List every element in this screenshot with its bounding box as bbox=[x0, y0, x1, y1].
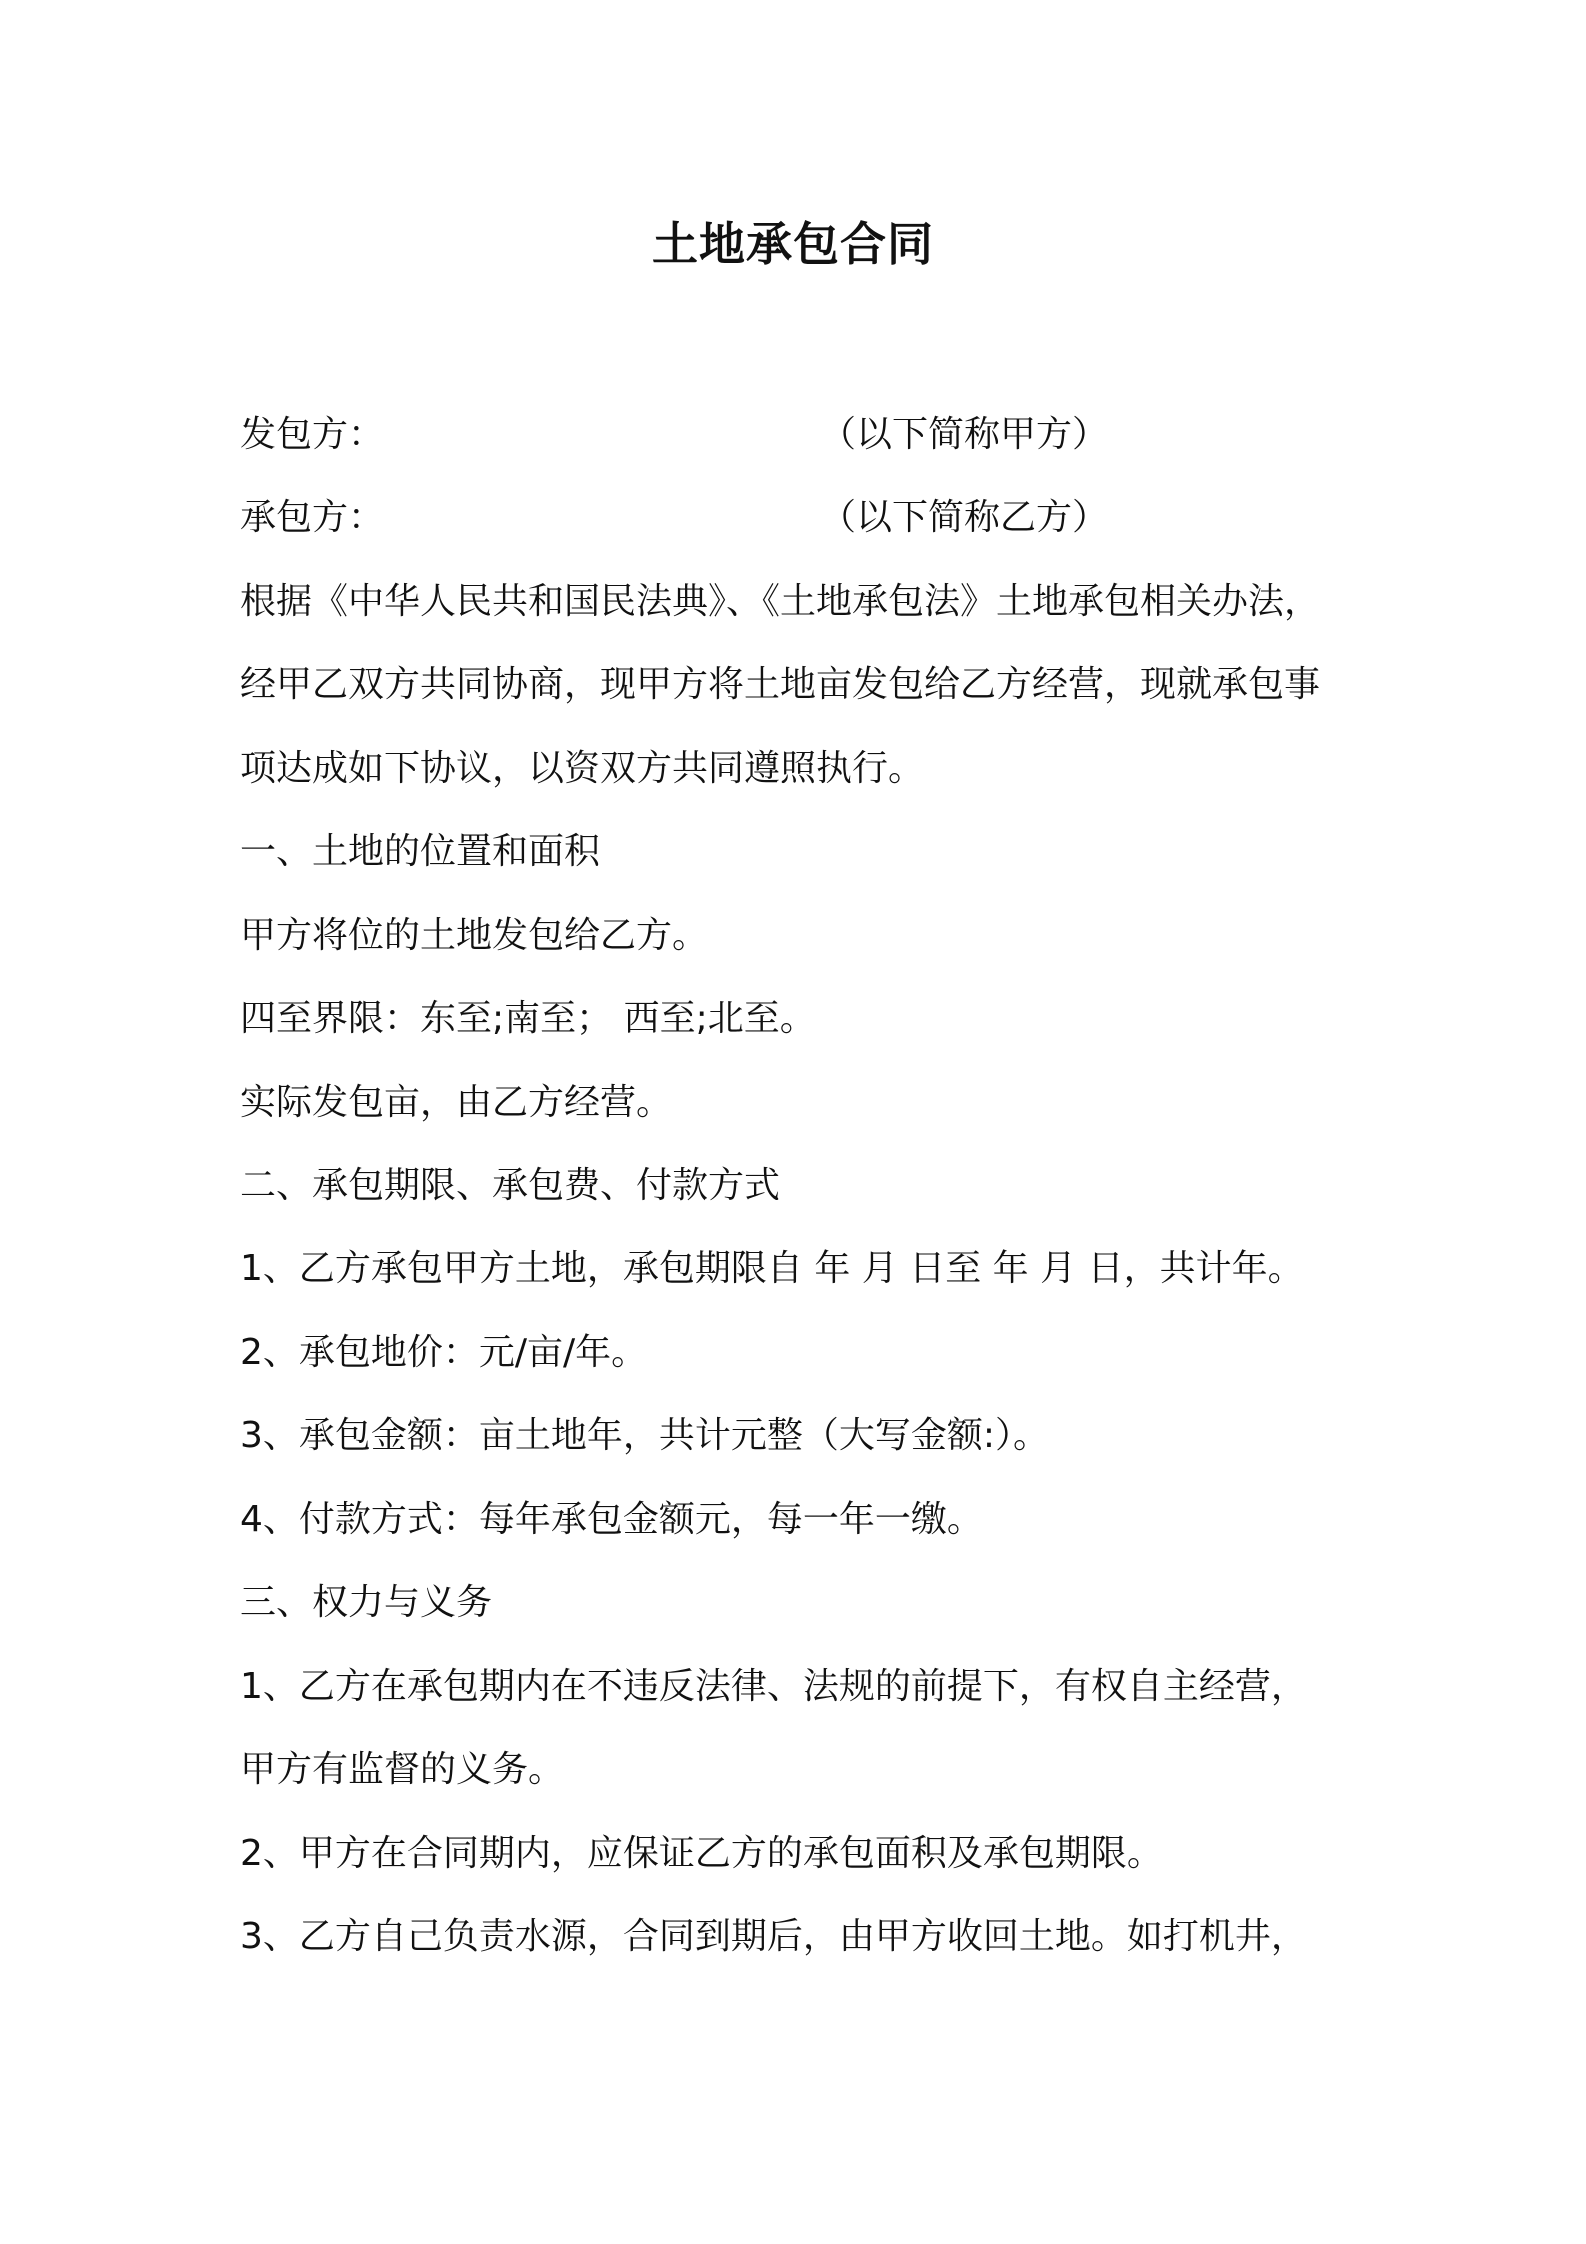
clause-text: 2、甲方在合同期内，应保证乙方的承包面积及承包期限。 bbox=[240, 1833, 1163, 1874]
clause-text: 3、乙方自己负责水源，合同到期后，由甲方收回土地。如打机井， bbox=[240, 1916, 1307, 1957]
clause-text: 甲方有监督的义务。 bbox=[240, 1749, 565, 1790]
intro-paragraph-line: 经甲乙双方共同协商，现甲方将土地亩发包给乙方经营，现就承包事 bbox=[240, 664, 1321, 705]
contractor-note: （以下简称乙方） bbox=[820, 497, 1109, 538]
clause-text: 1、乙方在承包期内在不违反法律、法规的前提下，有权自主经营， bbox=[240, 1666, 1307, 1707]
clause-text: 2、承包地价：元/亩/年。 bbox=[240, 1332, 648, 1373]
section-heading-term-fee: 二、承包期限、承包费、付款方式 bbox=[240, 1165, 781, 1206]
section-heading-rights: 三、权力与义务 bbox=[240, 1582, 493, 1623]
issuer-note: （以下简称甲方） bbox=[820, 414, 1109, 455]
clause-text: 1、乙方承包甲方土地，承包期限自 年 月 日至 年 月 日，共计年。 bbox=[240, 1248, 1304, 1289]
clause-text: 甲方将位的土地发包给乙方。 bbox=[240, 915, 709, 956]
clause-text: 实际发包亩，由乙方经营。 bbox=[240, 1082, 673, 1123]
intro-paragraph-line: 根据《中华人民共和国民法典》、《土地承包法》土地承包相关办法， bbox=[240, 581, 1321, 622]
intro-paragraph-line: 项达成如下协议，以资双方共同遵照执行。 bbox=[240, 748, 925, 789]
clause-text: 3、承包金额：亩土地年，共计元整（大写金额:）。 bbox=[240, 1415, 1050, 1456]
section-heading-location: 一、土地的位置和面积 bbox=[240, 831, 601, 872]
clause-text: 四至界限：东至;南至； 西至;北至。 bbox=[240, 998, 816, 1039]
issuer-label: 发包方： bbox=[240, 414, 385, 455]
contractor-label: 承包方： bbox=[240, 497, 385, 538]
clause-text: 4、付款方式：每年承包金额元，每一年一缴。 bbox=[240, 1499, 983, 1540]
document-title: 土地承包合同 bbox=[652, 217, 934, 271]
